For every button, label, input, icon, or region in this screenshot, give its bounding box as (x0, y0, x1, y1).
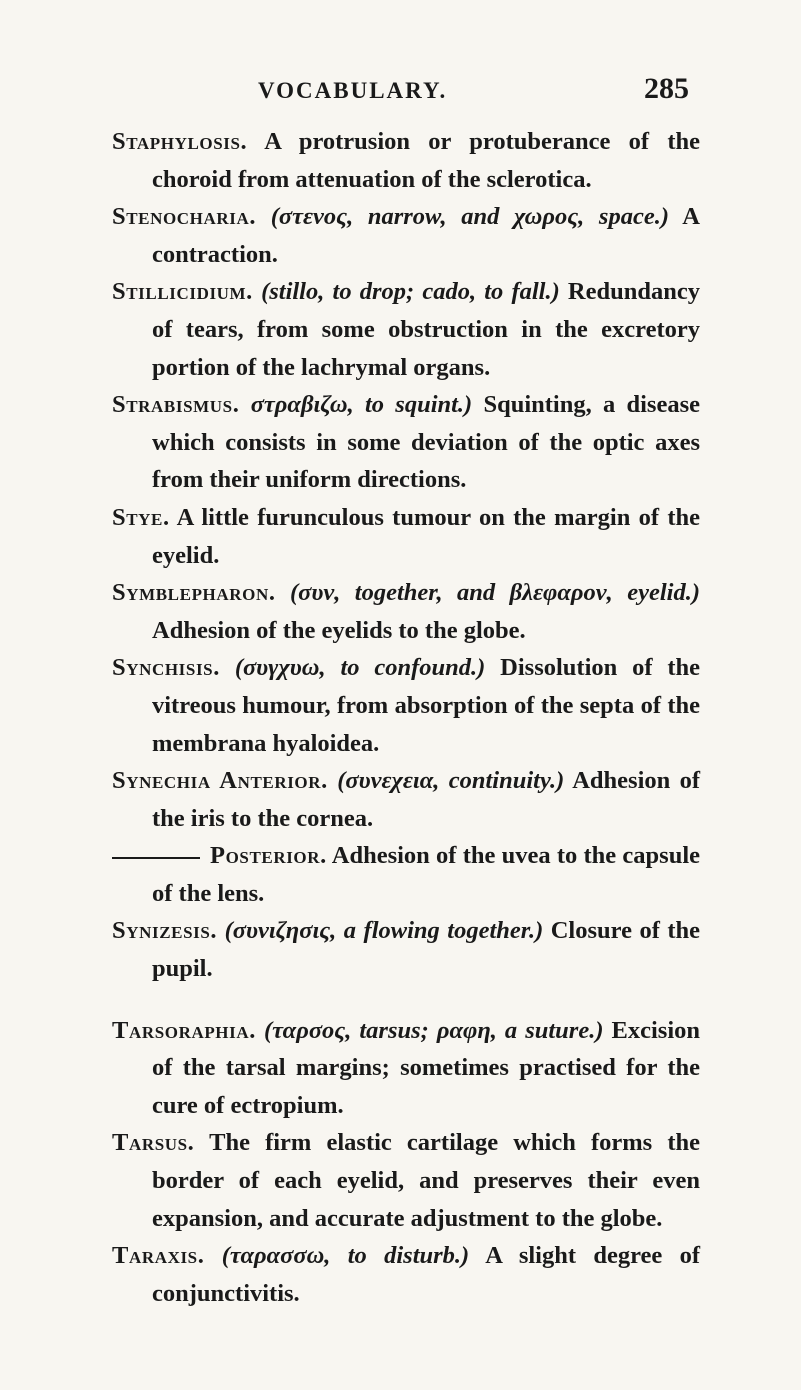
entry-term: Stillicidium. (112, 278, 253, 306)
entry-definition: Adhesion of the uvea to the capsule of the lens. (152, 842, 700, 907)
entry-etymology: (ταρσος, tarsus; ραφη, a suture.) (263, 1016, 604, 1044)
vocabulary-entry (112, 649, 700, 762)
entry-etymology: (συγχυω, to confound.) (234, 654, 486, 682)
entry-etymology: (ταρασσω, to disturb.) (221, 1242, 470, 1270)
entry-term: Synechia Anterior. (112, 767, 328, 795)
vocabulary-entry (112, 273, 700, 386)
entry-definition: Closure of the pupil. (152, 917, 701, 983)
entry-etymology: στραβιζω, to squint.) (250, 391, 473, 419)
vocabulary-entry (112, 912, 700, 987)
entry-definition: The firm elastic cartilage which forms the border of each eyelid, and preserves their even expansion, and accurate adjustment to the globe. (152, 1129, 700, 1232)
entry-etymology: (stillo, to drop; cado, to fall.) (261, 278, 560, 306)
entry-term: Tarsus. (112, 1129, 195, 1157)
entry-definition: Dissolution of the vitreous humour, from absorption of the septa of the membrana hyaloidea. (152, 654, 701, 757)
vocabulary-entry (112, 386, 700, 499)
entry-term: Stenocharia. (112, 203, 257, 231)
entry-term: Taraxis. (112, 1242, 205, 1270)
vocabulary-entry (112, 1012, 700, 1125)
entry-definition: Adhesion of the eyelids to the globe. (152, 616, 526, 644)
entry-term: Synizesis. (112, 917, 218, 945)
vocabulary-entry (112, 198, 700, 273)
entry-definition: A slight degree of conjunctivitis. (152, 1242, 700, 1307)
entry-definition: Redundancy of tears, from some obstruction in the excretory portion of the lachrymal organs. (152, 278, 700, 381)
entry-term: Strabismus. (112, 391, 240, 419)
vocabulary-entry (112, 574, 700, 649)
entry-etymology: (συν, together, and βλεφαρον, eyelid.) (290, 579, 700, 607)
entry-term: Staphylosis. (112, 128, 248, 155)
entry-term: Stye. (112, 503, 170, 531)
entry-etymology: (συνεχεια, continuity.) (337, 767, 565, 795)
vocabulary-entry (112, 499, 700, 574)
entry-term: Posterior. (210, 842, 327, 870)
vocabulary-entry (112, 123, 700, 198)
entry-definition: Squinting, a disease which consists in some deviation of the optic axes from their uniform directions. (152, 391, 700, 494)
entry-definition: A protrusion or protuberance of the choroid from attenuation of the sclerotica. (152, 128, 700, 193)
entry-term: Synchisis. (112, 654, 220, 682)
entry-definition: A contraction. (152, 203, 700, 268)
vocabulary-entry (112, 762, 700, 837)
entry-etymology: (στενος, narrow, and χωρος, space.) (270, 203, 669, 231)
vocabulary-entry (112, 1237, 700, 1312)
entry-term: Symblepharon. (112, 579, 276, 607)
entry-definition: Excision of the tarsal margins; sometimes practised for the cure of ectropium. (152, 1016, 701, 1119)
page-number: 285 (644, 72, 689, 105)
vocabulary-entry (112, 1124, 700, 1237)
entry-term: Tarsoraphia. (112, 1016, 256, 1044)
vocabulary-entry-continuation (112, 837, 700, 912)
entry-definition: Adhesion of the iris to the cornea. (152, 767, 700, 832)
entry-etymology: (συνιζησις, a flowing together.) (224, 917, 544, 945)
running-title: VOCABULARY. (258, 78, 448, 103)
vocabulary-entries (112, 123, 700, 1312)
ditto-dash (112, 857, 200, 859)
entry-definition: A little furunculous tumour on the margin of the eyelid. (152, 503, 700, 569)
